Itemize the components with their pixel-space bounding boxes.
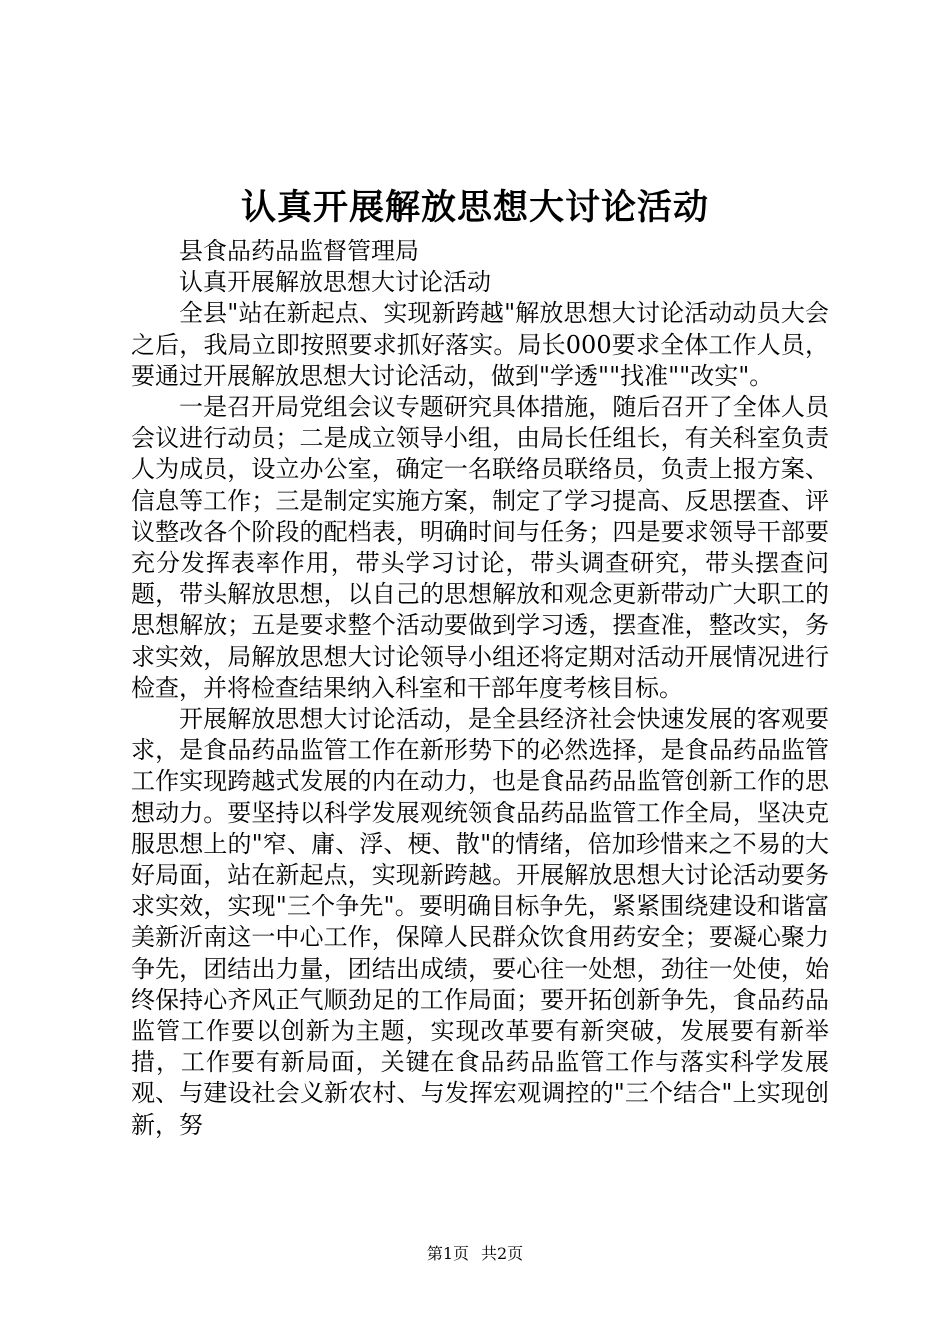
page-footer: [0, 1244, 950, 1264]
paragraph-organization: 县食品药品监督管理局: [179, 237, 419, 265]
paragraph-intro: 全县"站在新起点、实现新跨越"解放思想大讨论活动动员大会之后，我局立即按照要求抓好落实。局长000要求全体工作人员，要通过开展解放思想大讨论活动，做到"学透""找准""改实"。: [131, 299, 829, 390]
paragraph-significance: 开展解放思想大讨论活动，是全县经济社会快速发展的客观要求，是食品药品监管工作在新形势下的必然选择，是食品药品监管工作实现跨越式发展的内在动力，也是食品药品监管创新工作的思想动力。要坚持以科学发展观统领食品药品监管工作全局，坚决克服思想上的"窄、庸、浮、梗、散"的情绪，倍加珍惜来之不易的大好局面，站在新起点，实现新跨越。开展解放思想大讨论活动要务求实效，实现"三个争先"。要明确目标争先，紧紧围绕建设和谐富美新沂南这一中心工作，保障人民群众饮食用药安全；要凝心聚力争先，团结出力量，团结出成绩，要心往一处想，劲往一处使，始终保持心齐风正气顺劲足的工作局面；要开拓创新争先，食品药品监管工作要以创新为主题，实现改革要有新突破，发展要有新举措，工作要有新局面，关键在食品药品监管工作与落实科学发展观、与建设社会义新农村、与发挥宏观调控的"三个结合"上实现创新，努: [131, 705, 829, 1139]
page-number-current: 第1页: [426, 1244, 469, 1263]
document-title: 认真开展解放思想大讨论活动: [240, 187, 709, 228]
document-body: [131, 236, 829, 1141]
paragraph-measures: 一是召开局党组会议专题研究具体措施，随后召开了全体人员会议进行动员；二是成立领导小组，由局长任组长，有关科室负责人为成员，设立办公室，确定一名联络员联络员，负责上报方案、信息等工作；三是制定实施方案，制定了学习提高、反思摆查、评议整改各个阶段的配档表，明确时间与任务；四是要求领导干部要充分发挥表率作用，带头学习讨论，带头调查研究，带头摆查问题，带头解放思想，以自己的思想解放和观念更新带动广大职工的思想解放；五是要求整个活动要做到学习透，摆查准，整改实，务求实效，局解放思想大讨论领导小组还将定期对活动开展情况进行检查，并将检查结果纳入科室和干部年度考核目标。: [131, 393, 829, 702]
page-number-total: 共2页: [481, 1244, 524, 1263]
paragraph-subtitle: 认真开展解放思想大讨论活动: [179, 268, 491, 297]
